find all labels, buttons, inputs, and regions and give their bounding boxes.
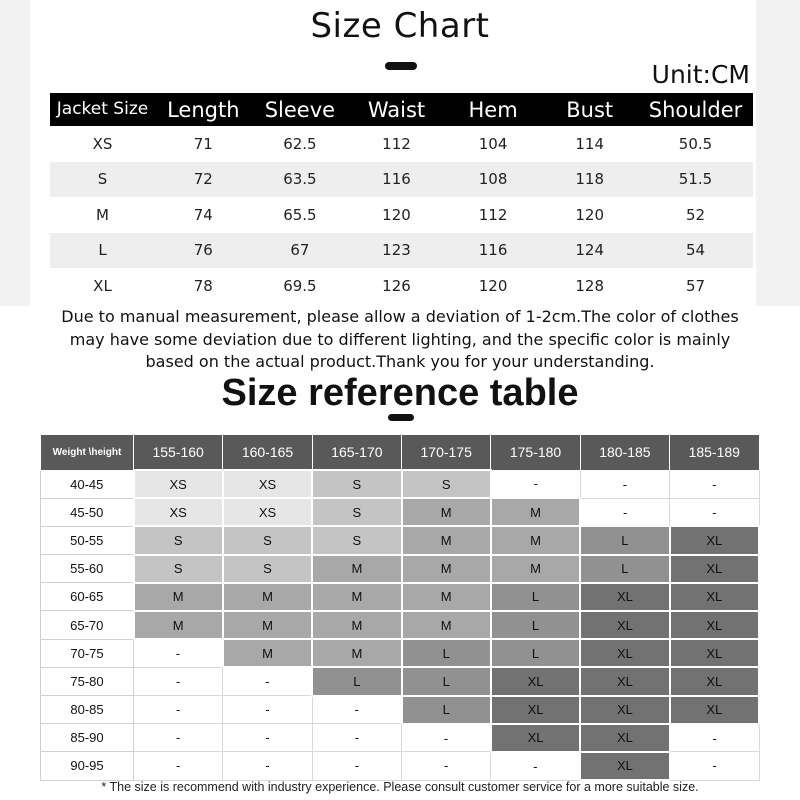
table-row [41, 696, 760, 724]
weight-range-label: 40-45 [41, 470, 134, 498]
measurement-cell: 51.5 [638, 162, 753, 198]
size-cell: M [402, 526, 491, 554]
weight-range-label: 45-50 [41, 498, 134, 526]
size-cell: M [223, 583, 312, 611]
size-cell: L [491, 583, 580, 611]
header-waist: Waist [348, 93, 445, 126]
measurement-cell: 116 [445, 233, 542, 269]
height-range-header: 180-185 [580, 435, 669, 471]
table-row [41, 667, 760, 695]
table-row [50, 162, 753, 198]
height-range-header: 165-170 [312, 435, 401, 471]
size-chart-header-row [50, 93, 753, 126]
size-cell: XL [580, 639, 669, 667]
note-line-2: may have some deviation due to different lighting, and the specific color is mainly [69, 329, 731, 349]
size-cell: - [580, 470, 669, 498]
height-range-header: 175-180 [491, 435, 580, 471]
table-row [50, 233, 753, 269]
measurement-cell: 63.5 [252, 162, 349, 198]
size-cell: L [402, 696, 491, 724]
measurement-cell: 65.5 [283, 205, 317, 224]
table-row [41, 470, 760, 498]
size-cell: XL [580, 752, 669, 780]
size-label: XS [92, 134, 113, 153]
weight-range-label: 75-80 [41, 667, 134, 695]
size-chart-table [50, 93, 753, 304]
size-cell: M [134, 611, 223, 639]
size-cell: M [312, 583, 401, 611]
measurement-cell: 71 [193, 134, 213, 153]
weight-range-label: 70-75 [41, 639, 134, 667]
title-underline [385, 62, 417, 70]
reference-header-row [41, 435, 760, 471]
weight-range-label: 90-95 [41, 752, 134, 780]
size-cell: XL [670, 696, 759, 724]
measurement-cell: 120 [382, 205, 411, 224]
footnote: * The size is recommend with industry experience. Please consult customer service for a more suitable size. [101, 780, 699, 794]
measurement-cell: 114 [575, 134, 604, 153]
reference-title: Size reference table [221, 372, 579, 414]
table-row [41, 526, 760, 554]
size-label: L [50, 233, 155, 269]
size-cell: S [223, 555, 312, 583]
measurement-cell: 124 [541, 233, 638, 269]
table-row [50, 126, 753, 162]
size-cell: M [491, 526, 580, 554]
size-cell: - [402, 724, 491, 752]
size-cell: L [402, 667, 491, 695]
size-cell: - [670, 470, 759, 498]
size-cell: XL [670, 583, 759, 611]
size-reference-table [40, 434, 760, 781]
size-cell: - [134, 667, 223, 695]
size-label: S [50, 162, 155, 198]
table-row [41, 498, 760, 526]
header-shoulder: Shoulder [638, 93, 753, 126]
size-cell: L [580, 555, 669, 583]
size-cell: - [491, 470, 580, 498]
size-cell: XL [491, 667, 580, 695]
size-cell: - [134, 724, 223, 752]
size-cell: - [223, 667, 312, 695]
measurement-cell: 52 [685, 205, 706, 224]
size-label: XL [93, 276, 112, 295]
size-chart-title: Size Chart [310, 6, 490, 46]
height-range-header: 185-189 [670, 435, 759, 471]
size-cell: - [402, 752, 491, 780]
table-row [41, 752, 760, 780]
size-cell: XL [670, 667, 759, 695]
header-length: Length [155, 93, 252, 126]
weight-range-label: 50-55 [41, 526, 134, 554]
table-row [41, 639, 760, 667]
weight-range-label: 80-85 [41, 696, 134, 724]
size-cell: S [223, 526, 312, 554]
size-cell: - [670, 498, 759, 526]
size-cell: L [580, 526, 669, 554]
measurement-cell: 120 [575, 205, 604, 224]
size-cell: M [312, 611, 401, 639]
measurement-cell: 112 [382, 134, 411, 153]
size-cell: - [223, 724, 312, 752]
note-line-3: based on the actual product.Thank you for your understanding. [145, 352, 655, 371]
size-cell: XS [134, 498, 223, 526]
size-cell: - [223, 696, 312, 724]
measurement-cell: 72 [155, 162, 252, 198]
measurement-cell: 116 [348, 162, 445, 198]
header-weight-height: Weight \height [41, 435, 134, 471]
size-cell: S [402, 470, 491, 498]
header-bust: Bust [541, 93, 638, 126]
size-cell: XL [670, 611, 759, 639]
size-cell: M [402, 555, 491, 583]
size-cell: M [402, 583, 491, 611]
header-hem: Hem [445, 93, 542, 126]
size-cell: M [491, 498, 580, 526]
size-cell: - [580, 498, 669, 526]
size-cell: S [134, 526, 223, 554]
measurement-cell: 123 [348, 233, 445, 269]
size-cell: XS [134, 470, 223, 498]
measurement-cell: 108 [445, 162, 542, 198]
size-cell: XL [580, 724, 669, 752]
measurement-cell: 118 [541, 162, 638, 198]
table-row [41, 583, 760, 611]
measurement-cell: 78 [193, 276, 213, 295]
table-row [50, 268, 753, 304]
weight-range-label: 85-90 [41, 724, 134, 752]
size-cell: XL [491, 696, 580, 724]
size-label: M [96, 205, 109, 224]
size-cell: XL [580, 696, 669, 724]
size-cell: - [134, 752, 223, 780]
table-row [50, 197, 753, 233]
table-row [41, 611, 760, 639]
measurement-cell: 54 [638, 233, 753, 269]
note-line-1: Due to manual measurement, please allow a deviation of 1-2cm.The color of clothes [61, 307, 739, 326]
size-cell: - [312, 696, 401, 724]
size-cell: XS [223, 498, 312, 526]
size-cell: - [223, 752, 312, 780]
size-cell: - [312, 724, 401, 752]
measurement-cell: 62.5 [283, 134, 317, 153]
measurement-cell: 104 [478, 134, 508, 153]
unit-label: Unit:CM [651, 60, 750, 89]
reference-title-underline [388, 414, 414, 421]
measurement-cell: 112 [478, 205, 508, 224]
size-cell: M [223, 639, 312, 667]
measurement-cell: 120 [478, 276, 508, 295]
measurement-cell: 67 [252, 233, 349, 269]
size-cell: M [312, 639, 401, 667]
header-sleeve: Sleeve [252, 93, 349, 126]
size-cell: - [312, 752, 401, 780]
measurement-cell: 76 [155, 233, 252, 269]
size-cell: XL [670, 555, 759, 583]
size-cell: L [491, 611, 580, 639]
size-cell: M [402, 498, 491, 526]
weight-range-label: 60-65 [41, 583, 134, 611]
measurement-note [0, 306, 800, 374]
size-cell: XL [580, 611, 669, 639]
weight-range-label: 55-60 [41, 555, 134, 583]
size-cell: S [312, 526, 401, 554]
height-range-header: 155-160 [134, 435, 223, 471]
height-range-header: 170-175 [402, 435, 491, 471]
measurement-cell: 69.5 [283, 276, 317, 295]
size-cell: S [312, 470, 401, 498]
size-cell: L [312, 667, 401, 695]
size-cell: - [134, 639, 223, 667]
weight-range-label: 65-70 [41, 611, 134, 639]
size-cell: S [134, 555, 223, 583]
measurement-cell: 50.5 [678, 134, 713, 153]
measurement-cell: 126 [382, 276, 411, 295]
size-cell: - [670, 724, 759, 752]
header-jacket-size: Jacket Size [50, 93, 155, 126]
size-cell: XL [580, 667, 669, 695]
size-cell: S [312, 498, 401, 526]
size-cell: M [134, 583, 223, 611]
size-cell: L [491, 639, 580, 667]
size-cell: M [402, 611, 491, 639]
size-cell: XL [491, 724, 580, 752]
size-cell: XL [580, 583, 669, 611]
size-cell: - [134, 696, 223, 724]
height-range-header: 160-165 [223, 435, 312, 471]
size-cell: L [402, 639, 491, 667]
table-row [41, 555, 760, 583]
table-row [41, 724, 760, 752]
measurement-cell: 74 [193, 205, 213, 224]
size-cell: XL [670, 526, 759, 554]
size-cell: M [312, 555, 401, 583]
size-cell: - [670, 752, 759, 780]
size-cell: - [491, 752, 580, 780]
measurement-cell: 128 [575, 276, 604, 295]
size-cell: XL [670, 639, 759, 667]
measurement-cell: 57 [685, 276, 706, 295]
size-cell: XS [223, 470, 312, 498]
size-cell: M [223, 611, 312, 639]
size-cell: M [491, 555, 580, 583]
